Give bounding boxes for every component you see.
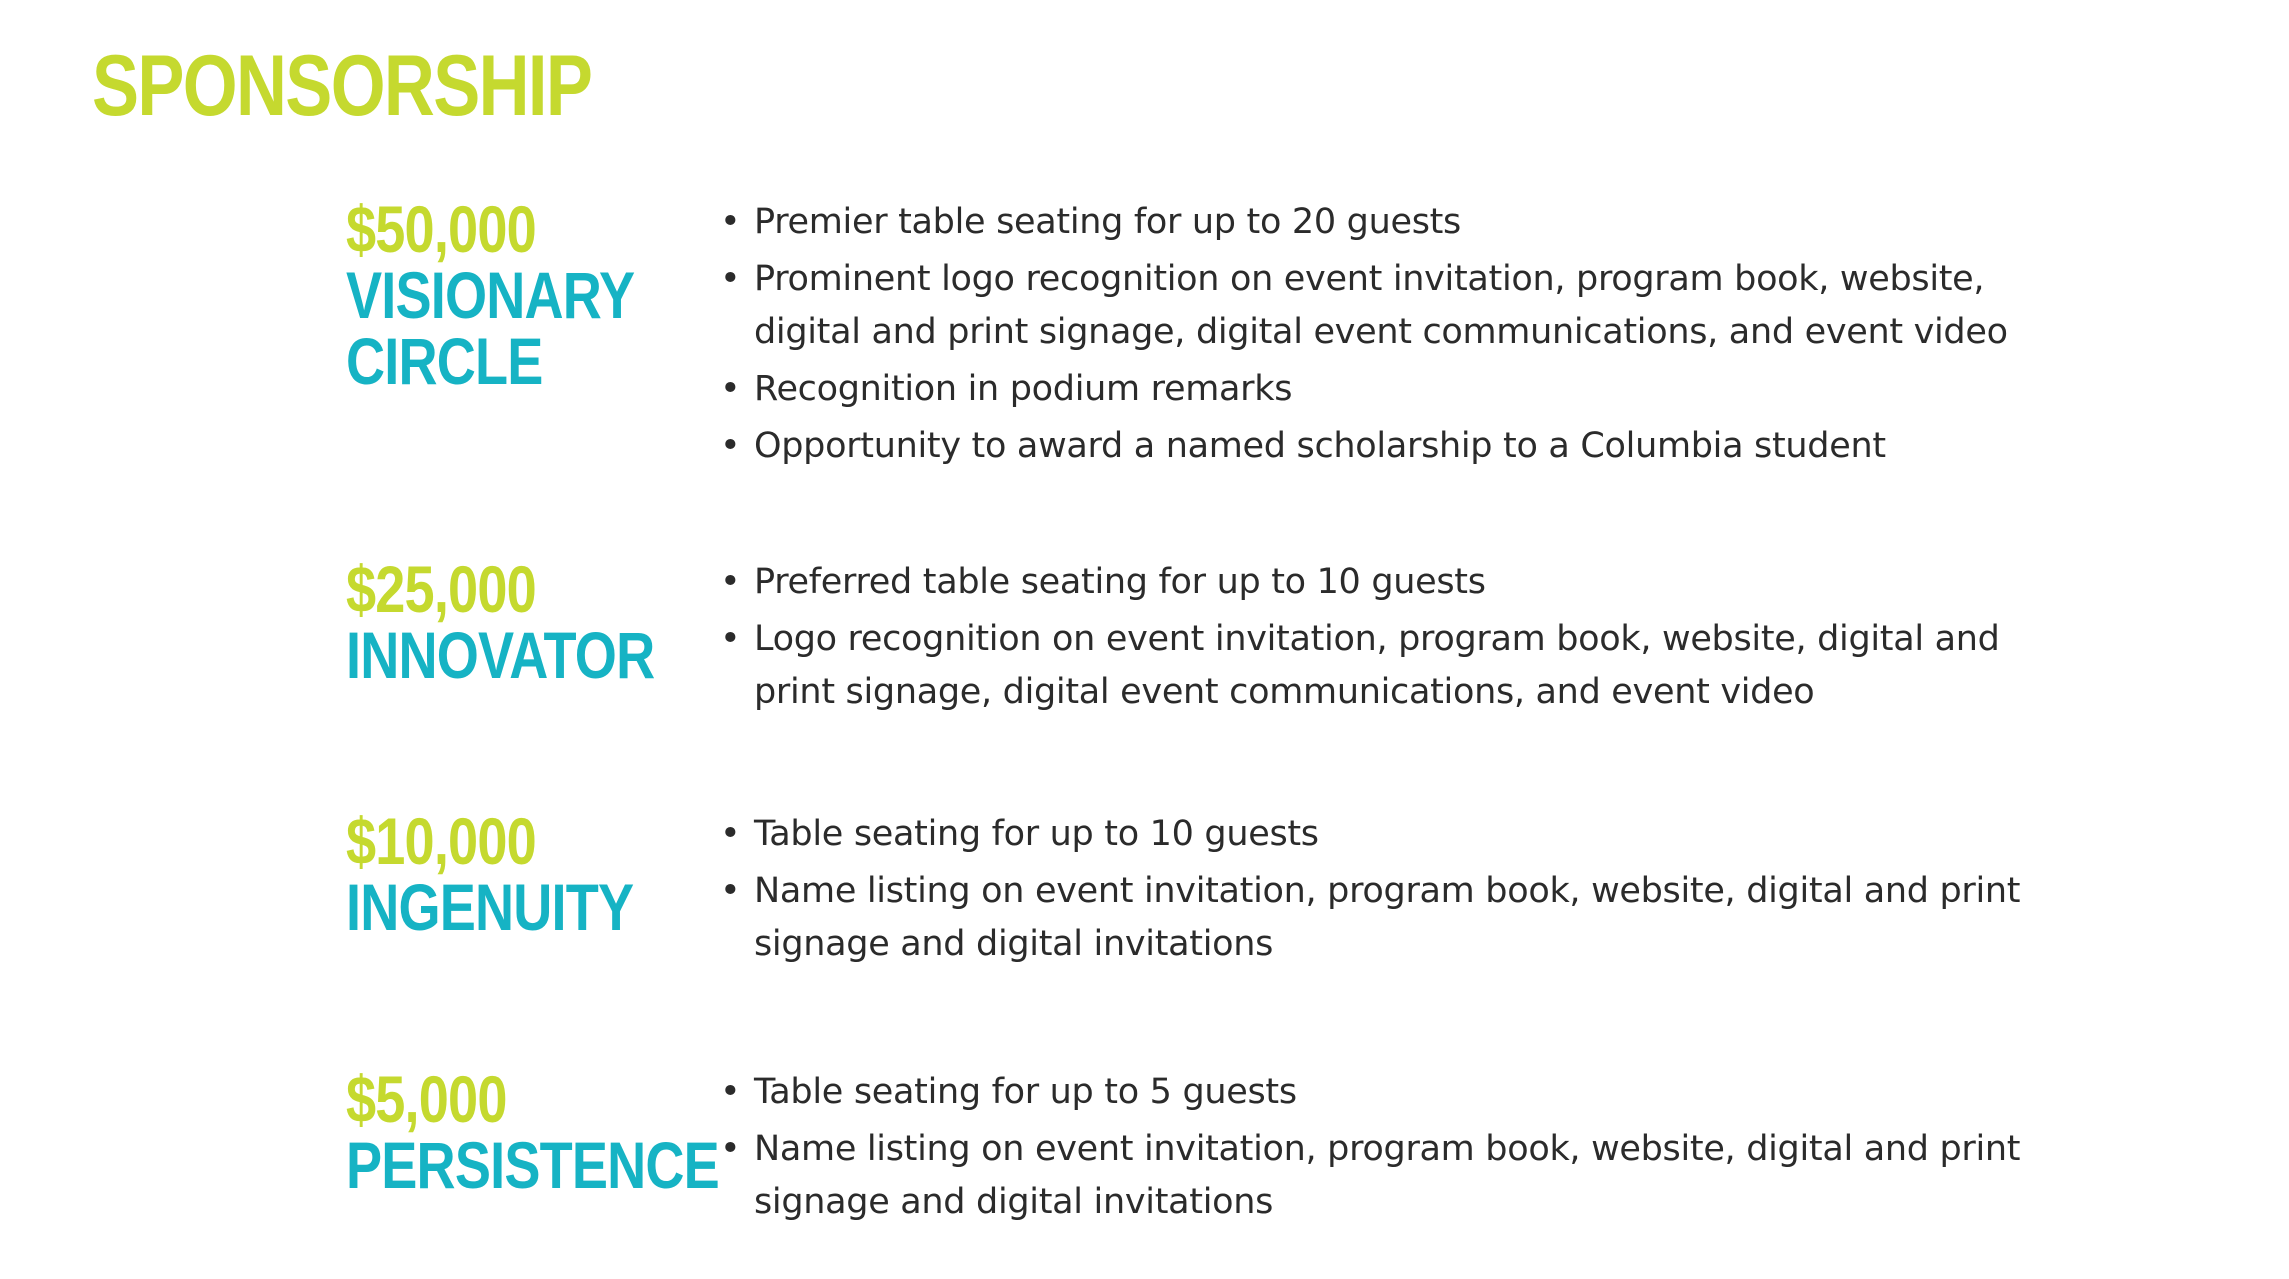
benefit-text: Logo recognition on event invitation, program book, website, digital and print signage, digital event communications, and event video xyxy=(754,619,2000,712)
bullet-icon: • xyxy=(720,259,741,299)
benefit-text: Preferred table seating for up to 10 guests xyxy=(754,562,1486,602)
benefit-list xyxy=(720,1066,2060,1233)
bullet-icon: • xyxy=(720,426,741,466)
benefit-text: Name listing on event invitation, program book, website, digital and print signage and digital invitations xyxy=(754,1129,2021,1222)
benefit-list xyxy=(720,556,2060,723)
tier-name-line: CIRCLE xyxy=(346,324,543,398)
page-title: SPONSORSHIP xyxy=(92,38,592,134)
benefit-text: Table seating for up to 10 guests xyxy=(754,814,1319,854)
benefit-item xyxy=(720,1066,2060,1119)
tier-heading xyxy=(346,192,641,398)
bullet-icon: • xyxy=(720,619,741,659)
bullet-icon: • xyxy=(720,369,741,409)
bullet-icon: • xyxy=(720,871,741,911)
benefit-text: Premier table seating for up to 20 guests xyxy=(754,202,1461,242)
benefit-text: Opportunity to award a named scholarship to a Columbia student xyxy=(754,426,1886,466)
benefit-item xyxy=(720,613,2060,719)
benefit-text: Recognition in podium remarks xyxy=(754,369,1293,409)
benefit-list xyxy=(720,196,2060,477)
tier-name-line: INNOVATOR xyxy=(346,618,655,692)
bullet-icon: • xyxy=(720,562,741,602)
tier-amount: $50,000 xyxy=(346,192,536,266)
bullet-icon: • xyxy=(720,202,741,242)
benefit-text: Prominent logo recognition on event invitation, program book, website, digital and print signage, digital event communications, and event video xyxy=(754,259,2008,352)
tier-amount: $5,000 xyxy=(346,1062,507,1136)
tier-amount: $10,000 xyxy=(346,804,536,878)
tier-heading xyxy=(346,552,655,692)
bullet-icon: • xyxy=(720,814,741,854)
benefit-list xyxy=(720,808,2060,975)
benefit-item xyxy=(720,420,2060,473)
tier-heading xyxy=(346,1062,719,1202)
benefit-item xyxy=(720,556,2060,609)
tier-name-line: PERSISTENCE xyxy=(346,1128,719,1202)
benefit-item xyxy=(720,808,2060,861)
bullet-icon: • xyxy=(720,1072,741,1112)
benefit-item xyxy=(720,253,2060,359)
tier-name-line: INGENUITY xyxy=(346,870,634,944)
benefit-item xyxy=(720,1123,2060,1229)
tier-name-line: VISIONARY xyxy=(346,258,635,332)
bullet-icon: • xyxy=(720,1129,741,1169)
benefit-item xyxy=(720,196,2060,249)
benefit-item xyxy=(720,363,2060,416)
benefit-item xyxy=(720,865,2060,971)
tier-amount: $25,000 xyxy=(346,552,536,626)
benefit-text: Table seating for up to 5 guests xyxy=(754,1072,1297,1112)
tier-heading xyxy=(346,804,641,944)
benefit-text: Name listing on event invitation, program book, website, digital and print signage and digital invitations xyxy=(754,871,2021,964)
